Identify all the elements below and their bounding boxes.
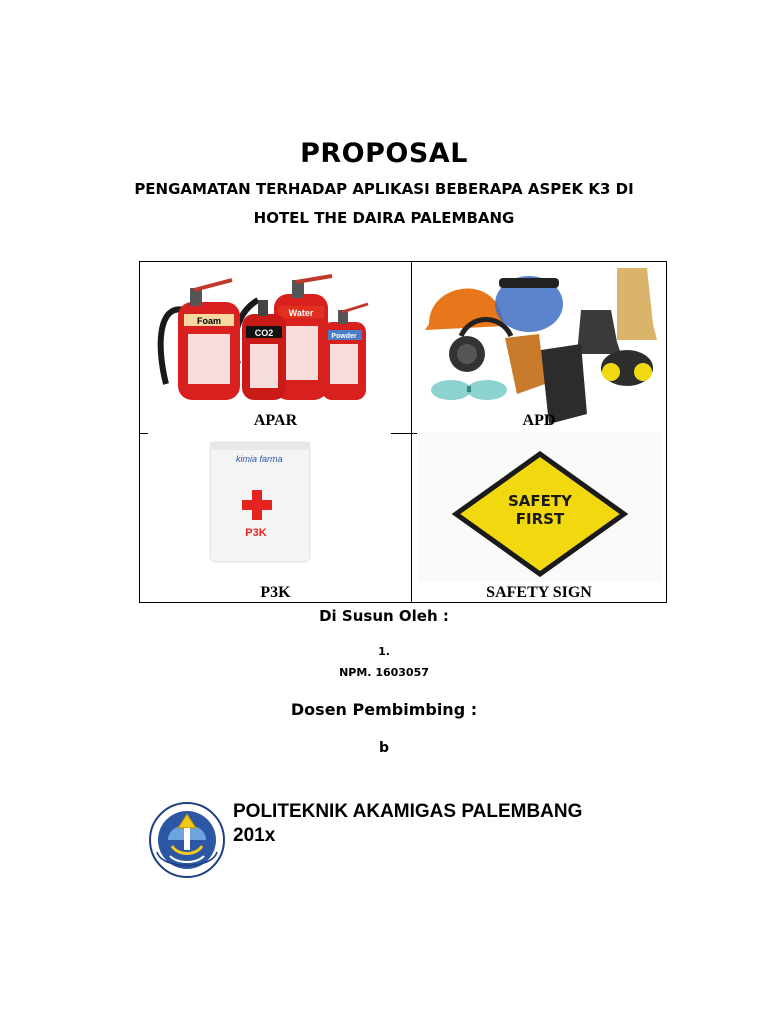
label-apar: APAR — [253, 412, 298, 429]
water-text: Water — [288, 308, 314, 318]
first-text: FIRST — [515, 510, 565, 528]
safety-text: SAFETY — [508, 492, 572, 510]
label-p3k: P3K — [260, 584, 291, 601]
grid-divider-left-stub — [140, 433, 148, 434]
powder-text: Powder — [331, 333, 357, 340]
foam-text: Foam — [196, 316, 222, 326]
document-year: 201x — [233, 825, 276, 846]
kimia-farma-text: kimia farma — [236, 454, 283, 464]
grid-divider-vertical — [411, 262, 412, 602]
author-npm: NPM. 1603057 — [339, 666, 429, 679]
subtitle-line-2: HOTEL THE DAIRA PALEMBANG — [253, 209, 515, 227]
politeknik-akamigas-logo-icon — [148, 800, 226, 880]
co2-text: CO2 — [254, 328, 274, 338]
fire-extinguishers-image — [154, 274, 378, 402]
author-heading: Di Susun Oleh : — [319, 607, 449, 625]
first-aid-kit-image — [208, 440, 312, 564]
label-safety-sign: SAFETY SIGN — [486, 584, 592, 601]
label-apd: APD — [522, 412, 556, 429]
author-number: 1. — [378, 645, 390, 658]
p3k-text: P3K — [245, 527, 267, 539]
image-grid — [139, 261, 667, 603]
grid-divider-center-stub — [391, 433, 417, 434]
supervisor-name: b — [378, 740, 390, 756]
safety-sign-image — [418, 432, 662, 582]
institution-name: POLITEKNIK AKAMIGAS PALEMBANG — [233, 801, 583, 822]
ppe-image — [421, 264, 661, 432]
page-title: PROPOSAL — [300, 138, 468, 169]
supervisor-heading: Dosen Pembimbing : — [290, 700, 478, 719]
subtitle-line-1: PENGAMATAN TERHADAP APLIKASI BEBERAPA ASPEK K3 DI — [134, 180, 634, 198]
